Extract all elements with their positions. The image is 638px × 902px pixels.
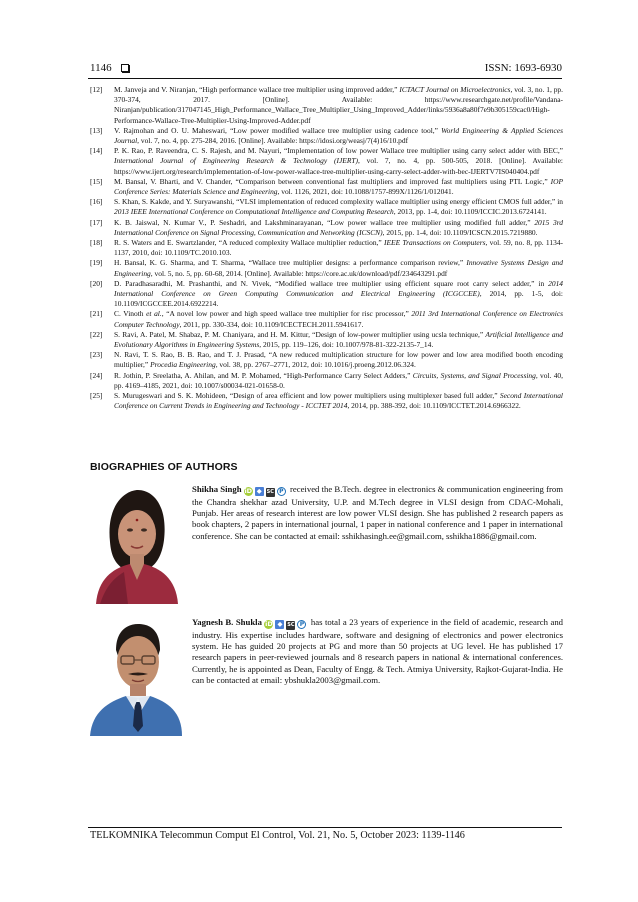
reference-text: M. Janveja and V. Niranjan, “High performance wallace tree multiplier using improved adder,”	[114, 85, 400, 94]
reference-venue: ICTACT Journal on Microelectronics	[399, 85, 511, 94]
reference-number: [25]	[90, 391, 103, 401]
reference-venue: 2013 IEEE International Conference on Computational Intelligence and Computing Research	[114, 207, 394, 217]
scopus-icon[interactable]: SC	[266, 489, 274, 495]
author-bio-text: received the B.Tech. degree in electronics & communication engineering from the Chandra shekhar azad University, U.P. and M.Tech degree in VLSI design from CDAC-Mohali, Punjab. Her areas of research interest are low power VLSI design. She has published 2 research papers as book chapters, 2 papers in international journal, 1 paper in national conference and 1 paper in international conference. She can be contacted at email: sshikhasingh.ee@gmail.com, sshikha1886@gmail.com.	[192, 484, 564, 541]
reference-text: , vol. 40, pp. 4169–4185, 2021, doi: 10.1007/s00034-021-01658-0.	[114, 370, 563, 390]
google-scholar-icon[interactable]: ◆	[256, 487, 262, 495]
reference-text: K. B. Jaiswal, N. Kumar V., P. Seshadri, and Lakshminarayanan, “Low power wallace tree multiplier using modified full adder,”	[114, 217, 535, 227]
reference-text: R. Jothin, P. Sreelatha, A. Ahilan, and M. P. Mohamed, “High-Performance Carry Select Adders,”	[114, 370, 413, 380]
reference-text: , vol. 38, pp. 2767–2771, 2012, doi: 10.1016/j.proeng.2012.06.324.	[215, 360, 416, 370]
publons-icon[interactable]: P	[277, 487, 286, 496]
reference-text: , 2014, pp. 1-5, doi: 10.1109/ICGCCEE.2014.6922214.	[114, 289, 563, 309]
reference-number: [12]	[90, 85, 103, 94]
author-name: Yagnesh B. Shukla	[192, 617, 262, 627]
checkbox-square-icon	[121, 64, 129, 72]
reference-text: P. K. Rao, P. Raveendra, C. S. Rajesh, and M. Nayuri, “Implementation of low power Wallace tree multiplier using carry select adder with BEC,”	[114, 146, 563, 156]
reference-number: [15]	[90, 176, 103, 186]
issn: ISSN: 1693-6930	[484, 62, 562, 74]
page-footer: TELKOMNIKA Telecommun Comput El Control, Vol. 21, No. 5, October 2023: 1139-1146	[90, 830, 465, 841]
reference-text: N. Ravi, T. S. Rao, B. B. Rao, and T. J. Prasad, “A new reduced multiplication structure for low power and low area modified booth encoding multiplier,”	[114, 350, 563, 370]
author-bio-yagnesh-shukla	[192, 617, 563, 686]
reference-item	[90, 330, 563, 350]
author-name: Shikha Singh	[192, 484, 242, 494]
author-bio-shikha-singh	[192, 484, 563, 542]
page-number: 1146	[90, 62, 112, 74]
reference-item	[90, 126, 563, 146]
reference-text: , 2014, pp. 388-392, doi: 10.1109/ICCTET.2014.6966322.	[347, 401, 521, 411]
reference-text: , vol. 3, no. 1, pp. 370-374, 2017. [Online]. Available: https://www.researchgate.net/profile/Vandana-Niranjan/publication/317047145_High_Performance_Wallace_Tree_Multiplier_Using_Improved_Adder/links/5936a8a80f7e9b305159cac0/High-Performance-Wallace-Tree-Multiplier-Using-Improved-Adder.pdf	[114, 85, 564, 125]
reference-venue: Second International Conference on Current Trends in Engineering and Technology - ICCTET 2014	[114, 391, 563, 411]
author-bio-text: has total a 23 years of experience in the field of academic, research and industry. His expertise includes hardware, software and designing of electronics and power electronics system. He has guided 20 projects at PG and more than 50 projects at UG level. He has published 17 research papers in peer-reviewed journals and 8 research papers in national & international conferences. Currently, he is appointed as Dean, Faculty of Engg. & Tech. Atmiya University, Rajkot-Gujarat-India. He can be contacted at email: ybshukla2003@gmail.com.	[192, 617, 564, 685]
reference-item	[90, 146, 563, 177]
reference-venue: 2011 3rd International Conference on Electronics Computer Technology	[114, 309, 564, 329]
reference-text: C. Vinoth	[114, 309, 147, 319]
reference-venue: Circuits, Systems, and Signal Processing	[412, 370, 536, 380]
biographies-heading: BIOGRAPHIES OF AUTHORS	[90, 461, 238, 473]
reference-item	[90, 218, 563, 238]
reference-item	[90, 371, 563, 391]
reference-number: [21]	[90, 309, 103, 319]
reference-text: , 2013, pp. 1-4, doi: 10.1109/ICCIC.2013.6724141.	[393, 207, 547, 217]
reference-number: [18]	[90, 238, 103, 248]
reference-number: [14]	[90, 146, 103, 156]
reference-text: , vol. 7, no. 4, pp. 500-505, 2018. [Online]. Available: https://www.ijert.org/research/implementation-of-low-power-wallace-tree-multiplier-using-carry-select-adder-with-bec-IJERTV7IS040404.pdf	[114, 156, 563, 176]
reference-item	[90, 177, 563, 197]
author-photo-shikha-singh	[90, 484, 182, 604]
orcid-icon[interactable]: iD	[265, 620, 273, 628]
reference-text: R. S. Waters and E. Swartzlander, “A reduced complexity Wallace multiplier reduction,”	[114, 238, 385, 248]
reference-list	[90, 85, 563, 412]
reference-venue: World Engineering & Applied Sciences Journal	[114, 125, 563, 146]
reference-venue: Procedia Engineering	[150, 360, 216, 370]
reference-number: [20]	[90, 278, 103, 288]
reference-venue: et al.	[146, 309, 162, 319]
reference-item	[90, 258, 563, 278]
reference-number: [13]	[90, 125, 103, 135]
reference-number: [23]	[90, 350, 103, 360]
reference-text: , vol. 5, no. 5, pp. 60-68, 2014. [Online]. Available: https://core.ac.uk/download/pdf/234643291.pdf	[150, 268, 448, 278]
reference-text: M. Bansal, V. Bharti, and V. Chander, “Comparison between conventional fast multipliers and improved fast multipliers using PTL Logic,”	[114, 176, 551, 186]
reference-text: , 2015, pp. 1-4, doi: 10.1109/ICSCN.2015.7219880.	[382, 227, 538, 237]
reference-item	[90, 197, 563, 217]
google-scholar-icon[interactable]: ◆	[277, 620, 283, 628]
reference-item	[90, 279, 563, 310]
reference-text: , “A novel low power and high speed wallace tree multiplier for risc processor,”	[161, 309, 412, 319]
reference-number: [22]	[90, 329, 103, 339]
reference-text: , vol. 59, no. 8, pp. 1134-1137, 2010, doi: 10.1109/TC.2010.103.	[114, 238, 564, 258]
reference-text: D. Paradhasaradhi, M. Prashanthi, and N. Vivek, “Modified wallace tree multiplier using efficient square root carry select adder,” in	[114, 278, 549, 288]
reference-venue: International Journal of Engineering Research & Technology (IJERT)	[114, 156, 358, 166]
header-rule	[88, 78, 562, 79]
reference-text: S. Ravi, A. Patel, M. Shabaz, P. M. Chaniyara, and H. M. Kittur, “Design of low-power multiplier using ucsla technique,”	[114, 329, 486, 339]
reference-venue: 2014 International Conference on Green Computing Communication and Electrical Engineering (ICGCCEE)	[114, 278, 563, 299]
reference-item	[90, 238, 563, 258]
reference-item	[90, 391, 563, 411]
page-header	[90, 61, 562, 75]
reference-text: H. Bansal, K. G. Sharma, and T. Sharma, “Wallace tree multiplier designs: a performance comparison review,”	[114, 258, 467, 268]
scopus-icon[interactable]: SC	[287, 622, 295, 628]
reference-text: V. Rajmohan and O. U. Maheswari, “Low power modified wallace tree multiplier using cadence tool,”	[114, 125, 442, 135]
reference-item	[90, 350, 563, 370]
reference-item	[90, 309, 563, 329]
reference-number: [17]	[90, 217, 103, 227]
reference-venue: Innovative Systems Design and Engineering	[114, 258, 563, 278]
author-photo-yagnesh-shukla	[90, 616, 182, 736]
reference-item	[90, 85, 563, 126]
reference-venue: IOP Conference Series: Materials Science and Engineering	[114, 176, 563, 197]
reference-venue: Artificial Intelligence and Evolutionary Algorithms in Engineering Systems	[114, 329, 563, 350]
reference-number: [16]	[90, 197, 103, 207]
reference-text: S. Khan, S. Kakde, and Y. Suryawanshi, “VLSI implementation of reduced complexity wallace multiplier using energy efficient CMOS full adder,” in	[114, 197, 563, 207]
reference-number: [19]	[90, 258, 103, 268]
reference-number: [24]	[90, 370, 103, 380]
reference-text: , 2011, pp. 330-334, doi: 10.1109/ICECTECH.2011.5941617.	[179, 319, 364, 329]
reference-text: , vol. 1126, 2021, doi: 10.1088/1757-899X/1126/1/012041.	[277, 187, 454, 197]
reference-venue: 2015 3rd International Conference on Signal Processing, Communication and Networking (ICSCN)	[114, 217, 564, 237]
reference-text: , vol. 7, no. 4, pp. 275-284, 2016. [Online]. Available: https://idosi.org/weasj/7(4)16/10.pdf	[137, 136, 409, 146]
footer-rule	[88, 827, 562, 828]
reference-text: S. Murugeswari and S. K. Mohideen, “Design of area efficient and low power multipliers using multiplexer based full adder,”	[114, 391, 500, 401]
orcid-icon[interactable]: iD	[244, 487, 253, 495]
reference-text: , 2015, pp. 119–126, doi: 10.1007/978-81-322-2135-7_14.	[259, 340, 434, 350]
reference-venue: IEEE Transactions on Computers	[384, 238, 486, 248]
publons-icon[interactable]: P	[297, 620, 306, 629]
